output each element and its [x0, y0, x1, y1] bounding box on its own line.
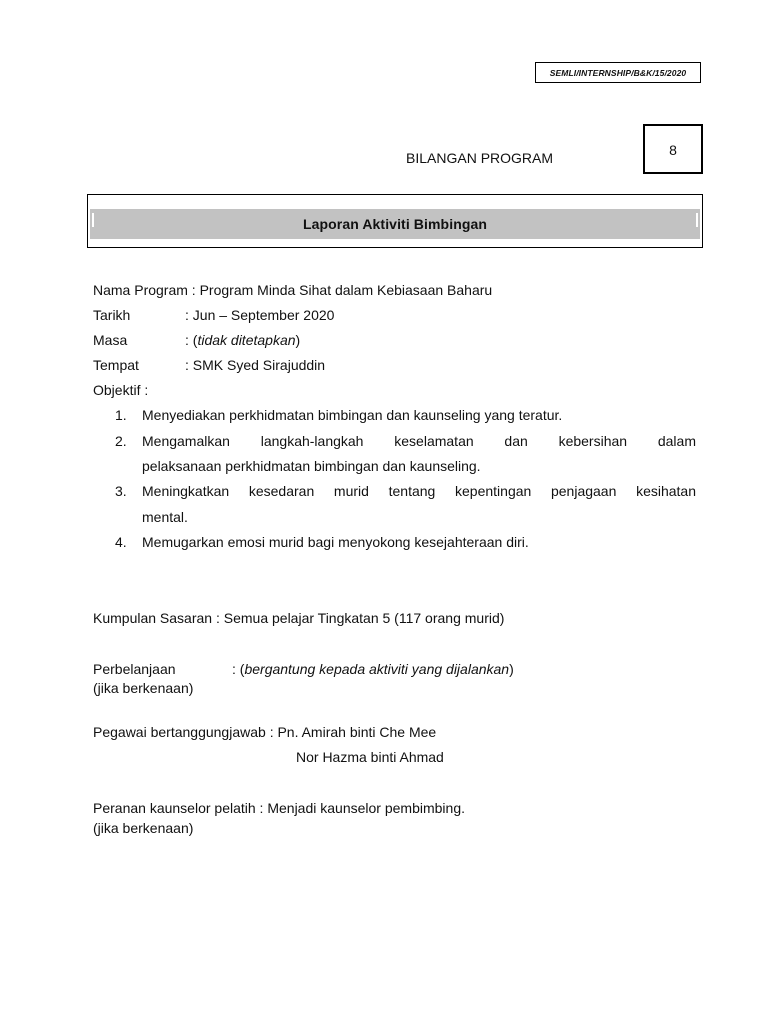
objektif-label: Objektif :	[93, 382, 149, 398]
objective-number: 1.	[115, 407, 127, 423]
objective-number: 2.	[115, 433, 127, 449]
document-code: SEMLI/INTERNSHIP/B&K/15/2020	[535, 62, 701, 83]
pegawai-line-1: Pegawai bertanggungjawab : Pn. Amirah binti Che Mee	[93, 724, 437, 740]
kumpulan-sasaran-line: Kumpulan Sasaran : Semua pelajar Tingkatan 5 (117 orang murid)	[93, 610, 505, 626]
tarikh-label: Tarikh	[93, 307, 131, 323]
program-number-label: BILANGAN PROGRAM	[406, 150, 554, 166]
document-title: Laporan Aktiviti Bimbingan	[302, 216, 488, 232]
masa-label: Masa	[93, 332, 128, 348]
peranan-line: Peranan kaunselor pelatih : Menjadi kaunselor pembimbing.	[93, 800, 465, 816]
program-number-box: 8	[643, 124, 703, 174]
pegawai-line-2: Nor Hazma binti Ahmad	[296, 749, 444, 765]
masa-value: tidak ditetapkan	[197, 332, 296, 348]
objective-1: Menyediakan perkhidmatan bimbingan dan kaunseling yang teratur.	[142, 407, 563, 423]
perbelanjaan-label: Perbelanjaan	[93, 661, 176, 677]
tempat-label: Tempat	[93, 357, 139, 373]
objective-number: 4.	[115, 534, 127, 550]
nama-program-line: Nama Program : Program Minda Sihat dalam Kebiasaan Baharu	[93, 282, 493, 298]
objective-4: Memugarkan emosi murid bagi menyokong kesejahteraan diri.	[142, 534, 529, 550]
objective-2-line-2: pelaksanaan perkhidmatan bimbingan dan kaunseling.	[142, 458, 481, 474]
objective-number: 3.	[115, 483, 127, 499]
perbelanjaan-value-line: : (bergantung kepada aktiviti yang dijalankan)	[232, 661, 514, 677]
perbelanjaan-value: bergantung kepada aktiviti yang dijalankan	[244, 661, 510, 677]
objective-2-line-1: Mengamalkan langkah-langkah keselamatan dan kebersihan dalam	[142, 433, 696, 449]
tarikh-value: : Jun – September 2020	[185, 307, 335, 323]
objective-3-line-1: Meningkatkan kesedaran murid tentang kepentingan penjagaan kesihatan	[142, 483, 696, 499]
objective-3-line-2: mental.	[142, 509, 188, 525]
peranan-note: (jika berkenaan)	[93, 820, 194, 836]
title-bar	[87, 194, 703, 248]
tempat-value: : SMK Syed Sirajuddin	[185, 357, 326, 373]
masa-value-line: : (tidak ditetapkan)	[185, 332, 301, 348]
perbelanjaan-note: (jika berkenaan)	[93, 680, 194, 696]
